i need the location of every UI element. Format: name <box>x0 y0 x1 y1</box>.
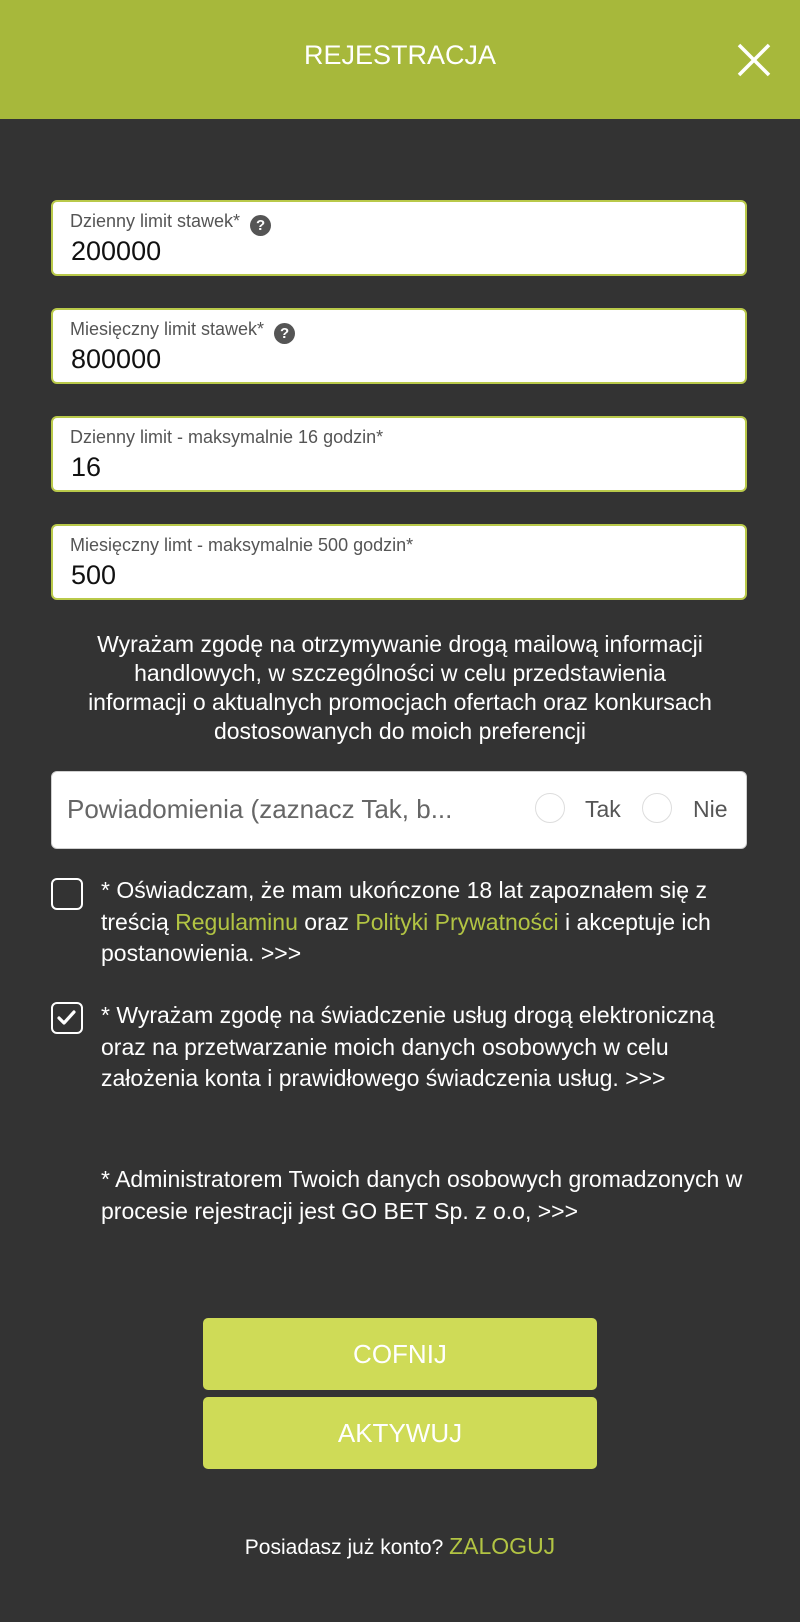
services-consent-text: * Wyrażam zgodę na świadczenie usług drogą elektroniczną oraz na przetwarzanie moich danych osobowych w celu założenia konta i prawidłowego świadczenia usług. >>> <box>101 1002 715 1091</box>
daily-stake-limit-label: Dzienny limit stawek* ? <box>70 211 271 236</box>
login-question: Posiadasz już konto? <box>244 1536 444 1559</box>
notifications-yes-label[interactable]: Tak <box>585 796 621 822</box>
monthly-time-limit-input[interactable]: 500 <box>71 560 117 590</box>
services-consent-checkbox[interactable] <box>51 1002 83 1034</box>
notifications-no-label[interactable]: Nie <box>693 796 728 822</box>
page-title: REJESTRACJA <box>303 40 497 70</box>
daily-time-limit-field[interactable] <box>51 416 747 492</box>
daily-time-limit-label: Dzienny limit - maksymalnie 16 godzin* <box>70 427 384 447</box>
notifications-no-radio[interactable] <box>642 793 672 823</box>
marketing-consent-text: Wyrażam zgodę na otrzymywanie drogą mailową informacji handlowych, w szczególności w celu przedstawienia informacji o aktualnych promocjach ofertach oraz konkursach dostosowanych do moich preferencji <box>88 631 712 744</box>
header-bar <box>0 0 800 119</box>
monthly-time-limit-label: Miesięczny limt - maksymalnie 500 godzin* <box>70 535 414 555</box>
notifications-field <box>51 771 747 849</box>
checkmark-icon <box>53 1004 81 1032</box>
monthly-time-limit-field[interactable] <box>51 524 747 600</box>
daily-time-limit-input[interactable]: 16 <box>71 452 102 482</box>
notifications-yes-radio[interactable] <box>535 793 565 823</box>
age-consent-checkbox[interactable] <box>51 878 83 910</box>
age-consent-text: * Oświadczam, że mam ukończone 18 lat zapoznałem się z treścią Regulaminu oraz Polityki Prywatności i akceptuje ich postanowienia. >>> <box>101 877 711 966</box>
privacy-policy-link[interactable]: Polityki Prywatności <box>355 908 559 935</box>
monthly-stake-limit-label: Miesięczny limit stawek* ? <box>70 319 295 344</box>
close-icon <box>734 40 774 80</box>
close-button[interactable] <box>734 40 774 80</box>
back-button[interactable]: COFNIJ <box>203 1318 597 1390</box>
login-link[interactable]: ZALOGUJ <box>449 1533 556 1559</box>
activate-button[interactable]: AKTYWUJ <box>203 1397 597 1469</box>
daily-stake-limit-field[interactable] <box>51 200 747 276</box>
data-administrator-note: * Administratorem Twoich danych osobowych gromadzonych w procesie rejestracji jest GO BET Sp. z o.o, >>> <box>101 1166 743 1224</box>
notifications-label: Powiadomienia (zaznacz Tak, b... <box>67 794 453 824</box>
terms-link[interactable]: Regulaminu <box>175 908 298 935</box>
login-prompt <box>0 1533 800 1560</box>
help-icon[interactable]: ? <box>250 215 271 236</box>
help-icon[interactable]: ? <box>274 323 295 344</box>
daily-stake-limit-input[interactable]: 200000 <box>71 236 162 266</box>
monthly-stake-limit-field[interactable] <box>51 308 747 384</box>
monthly-stake-limit-input[interactable]: 800000 <box>71 344 162 374</box>
